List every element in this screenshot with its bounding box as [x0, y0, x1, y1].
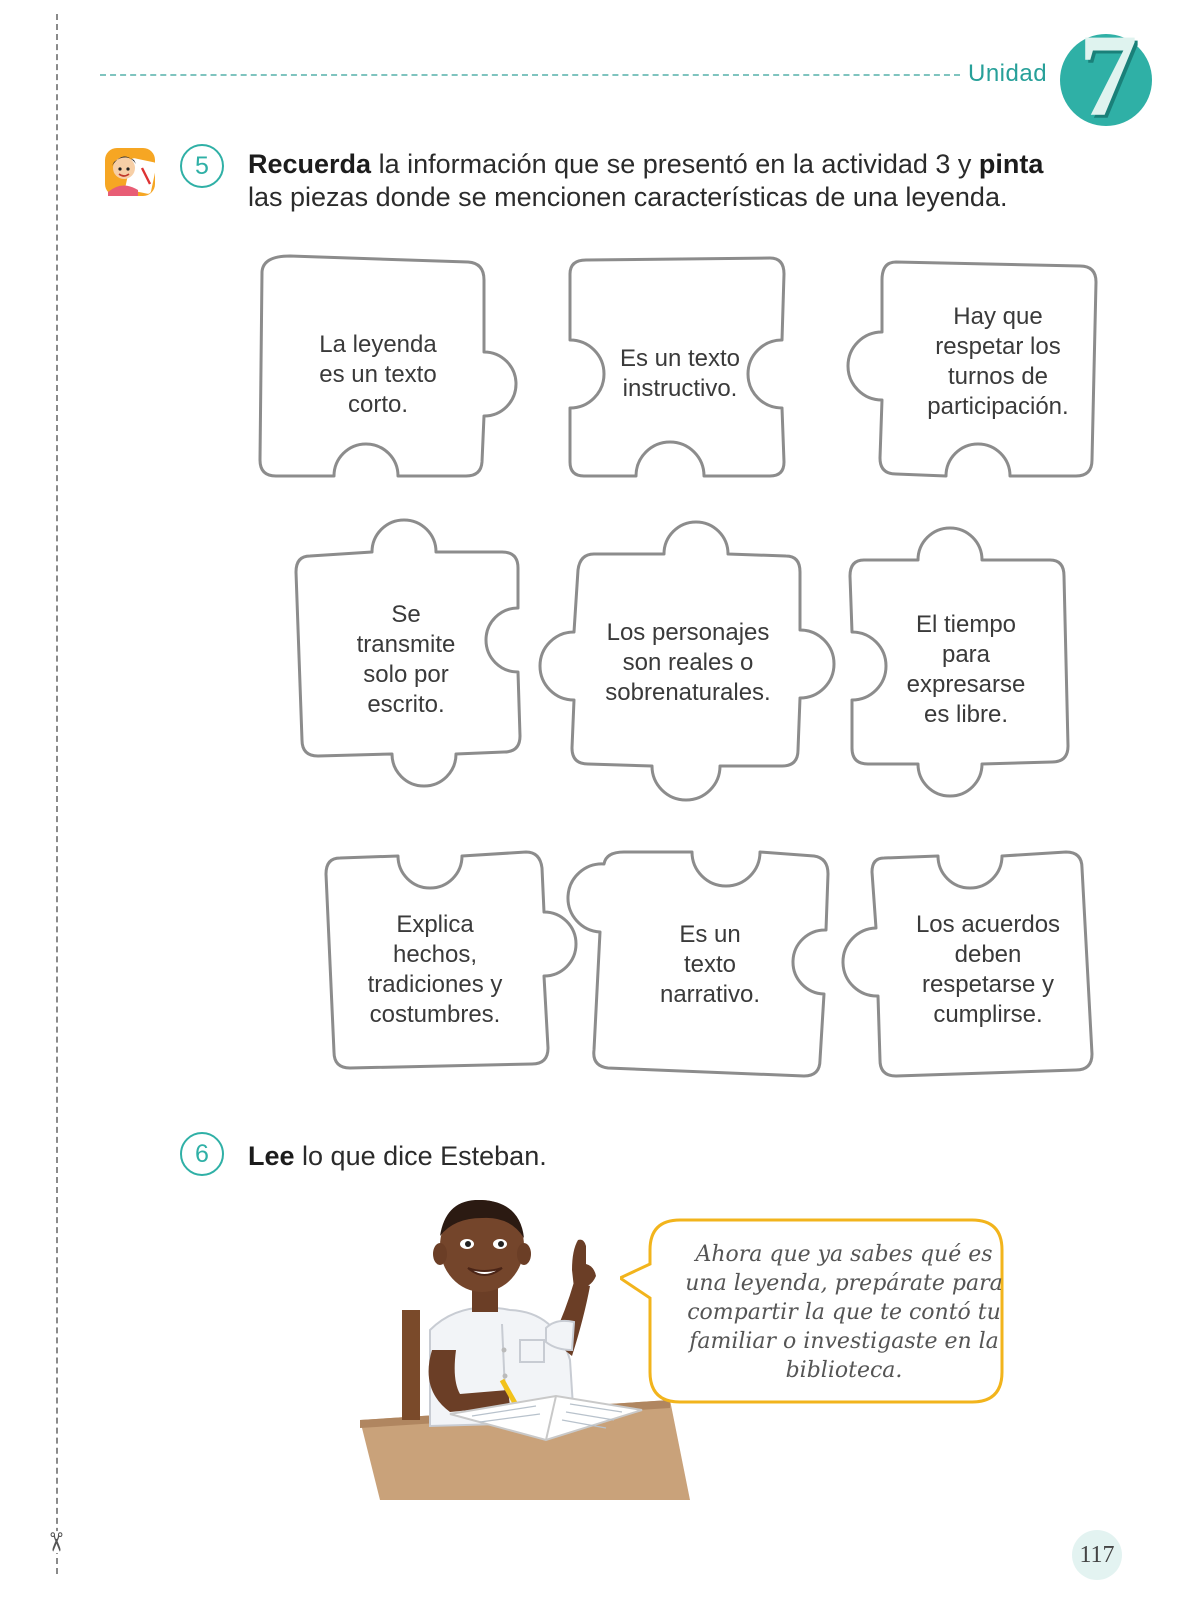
puzzle-text-5: Los personajes son reales o sobrenaturales.	[605, 619, 771, 706]
puzzle-text-8: Es un texto narrativo.	[659, 921, 761, 1008]
activity-5-number: 5	[180, 144, 224, 188]
puzzle-text-9: Los acuerdos deben respetarse y cumplirse.	[915, 911, 1061, 1028]
instruction-verb-pinta: pinta	[978, 149, 1044, 179]
instruction-text: lo que dice Esteban.	[294, 1141, 547, 1171]
instruction-verb-recuerda: Recuerda	[248, 149, 372, 179]
instruction-text: la información que se presentó en la actividad 3 y	[371, 149, 979, 179]
puzzle-text-7: Explica hechos, tradiciones y costumbres.	[367, 911, 503, 1028]
speech-bubble-text: Ahora que ya sabes qué es una leyenda, prepárate para compartir la que te contó tu familiar o investigaste en la biblioteca.	[685, 1242, 1003, 1383]
scissors-icon: ✂	[39, 1531, 70, 1553]
activity-6-number: 6	[180, 1132, 224, 1176]
activity-6-instruction	[248, 1140, 547, 1173]
puzzle-text-6: El tiempo para expresarse es libre.	[906, 611, 1026, 728]
instruction-text-line-2: las piezas donde se mencionen características de una leyenda.	[248, 182, 1008, 212]
puzzle-text-4: Se transmite solo por escrito.	[356, 601, 456, 718]
header-divider	[100, 74, 960, 76]
puzzle-text-1: La leyenda es un texto corto.	[319, 331, 437, 418]
puzzle-text-2: Es un texto instructivo.	[619, 345, 741, 402]
instruction-verb-lee: Lee	[248, 1141, 295, 1171]
unit-number: 7	[1078, 10, 1138, 141]
unit-label: Unidad	[968, 60, 1048, 87]
student-writing-icon	[104, 146, 162, 200]
page-number: 117	[1079, 1542, 1115, 1568]
activity-5-instruction	[248, 148, 1043, 214]
puzzle-text-3: Hay que respetar los turnos de participación.	[927, 303, 1069, 420]
cut-line	[56, 14, 58, 1574]
